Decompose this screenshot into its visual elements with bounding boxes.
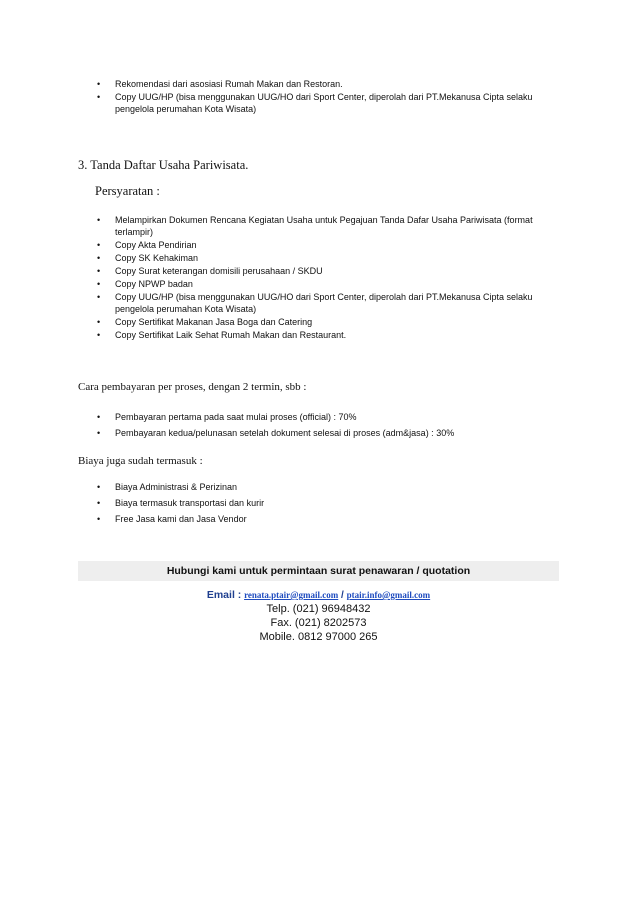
- fax-number: Fax. (021) 8202573: [270, 617, 367, 629]
- phone-number: Telp. (021) 96948432: [266, 603, 371, 615]
- list-item: [97, 78, 547, 90]
- top-requirements-list: [97, 78, 547, 116]
- list-item-text: Copy NPWP badan: [115, 279, 193, 289]
- list-item-text: Copy Surat keterangan domisili perusahaan / SKDU: [115, 266, 323, 276]
- included-heading: Biaya juga sudah termasuk :: [78, 455, 203, 467]
- list-item-text: Pembayaran pertama pada saat mulai proses (official) : 70%: [115, 412, 357, 422]
- list-item: [97, 278, 547, 290]
- bullet-icon: •: [97, 92, 101, 102]
- bullet-icon: •: [97, 482, 101, 492]
- list-item-text: Melampirkan Dokumen Rencana Kegiatan Usaha untuk Pegajuan Tanda Dafar Usaha Pariwisata (format terlampir): [115, 215, 533, 237]
- bullet-icon: •: [97, 253, 101, 263]
- list-item: [97, 252, 547, 264]
- email-row: [78, 589, 559, 602]
- bullet-icon: •: [97, 412, 101, 422]
- contact-block: [78, 561, 559, 644]
- list-item: [97, 329, 547, 341]
- email-label: Email :: [206, 589, 242, 601]
- list-item: [97, 513, 557, 525]
- list-item: [97, 427, 557, 439]
- bullet-icon: •: [97, 79, 101, 89]
- list-item: [97, 497, 557, 509]
- list-item: [97, 316, 547, 328]
- list-item-text: Copy UUG/HP (bisa menggunakan UUG/HO dari Sport Center, diperolah dari PT.Mekanusa Cipta selaku pengelola perumahan Kota Wisata): [115, 92, 533, 114]
- list-item: [97, 91, 547, 115]
- list-item-text: Copy UUG/HP (bisa menggunakan UUG/HO dari Sport Center, diperolah dari PT.Mekanusa Cipta selaku pengelola perumahan Kota Wisata): [115, 292, 533, 314]
- included-list: [97, 481, 557, 526]
- list-item: [97, 291, 547, 315]
- email-link-primary[interactable]: renata.ptair@gmail.com: [244, 590, 339, 600]
- bullet-icon: •: [97, 498, 101, 508]
- list-item: [97, 214, 547, 238]
- list-item-text: Rekomendasi dari asosiasi Rumah Makan dan Restoran.: [115, 79, 343, 89]
- list-item-text: Copy Sertifikat Laik Sehat Rumah Makan dan Restaurant.: [115, 330, 347, 340]
- email-separator: /: [341, 590, 344, 601]
- list-item-text: Copy SK Kehakiman: [115, 253, 199, 263]
- requirements-list: [97, 214, 547, 342]
- bullet-icon: •: [97, 317, 101, 327]
- bullet-icon: •: [97, 330, 101, 340]
- bullet-icon: •: [97, 428, 101, 438]
- list-item: [97, 411, 557, 423]
- bullet-icon: •: [97, 266, 101, 276]
- mobile-number: Mobile. 0812 97000 265: [259, 631, 378, 643]
- list-item-text: Pembayaran kedua/pelunasan setelah dokument selesai di proses (adm&jasa) : 30%: [115, 428, 455, 438]
- list-item: [97, 481, 557, 493]
- list-item-text: Biaya termasuk transportasi dan kurir: [115, 498, 265, 508]
- list-item-text: Biaya Administrasi & Perizinan: [115, 482, 238, 492]
- section-subtitle: Persyaratan :: [95, 184, 160, 198]
- list-item-text: Copy Sertifikat Makanan Jasa Boga dan Catering: [115, 317, 313, 327]
- email-link-secondary[interactable]: ptair.info@gmail.com: [346, 590, 431, 600]
- bullet-icon: •: [97, 292, 101, 302]
- bullet-icon: •: [97, 514, 101, 524]
- bullet-icon: •: [97, 240, 101, 250]
- bullet-icon: •: [97, 215, 101, 225]
- payment-list: [97, 411, 557, 440]
- contact-headline: Hubungi kami untuk permintaan surat penawaran / quotation: [78, 561, 559, 581]
- list-item-text: Copy Akta Pendirian: [115, 240, 197, 250]
- list-item: [97, 239, 547, 251]
- section-title: 3. Tanda Daftar Usaha Pariwisata.: [78, 158, 249, 172]
- bullet-icon: •: [97, 279, 101, 289]
- list-item-text: Free Jasa kami dan Jasa Vendor: [115, 514, 247, 524]
- payment-heading: Cara pembayaran per proses, dengan 2 termin, sbb :: [78, 381, 307, 393]
- list-item: [97, 265, 547, 277]
